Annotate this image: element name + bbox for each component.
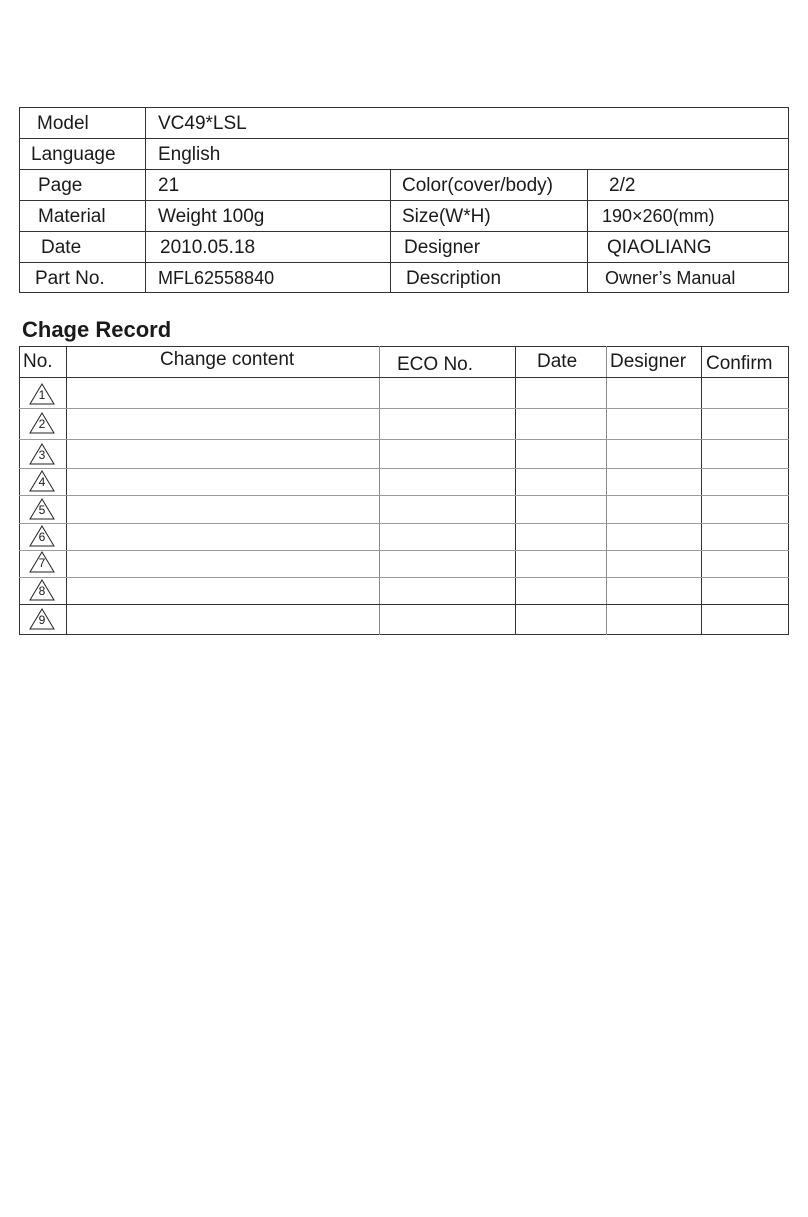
header-eco-no: ECO No. <box>397 354 474 375</box>
record-row-divider <box>19 439 789 440</box>
description-value: Owner’s Manual <box>605 268 736 288</box>
revision-triangle-icon <box>29 412 55 434</box>
partno-value: MFL62558840 <box>158 268 275 288</box>
record-row-divider <box>19 577 789 578</box>
revision-triangle-icon <box>29 498 55 520</box>
record-row-divider <box>19 408 789 409</box>
revision-number: 3 <box>38 448 46 462</box>
revision-triangle-icon <box>29 383 55 405</box>
revision-number: 8 <box>38 584 46 598</box>
revision-triangle-icon <box>29 443 55 465</box>
revision-number: 7 <box>38 556 46 570</box>
info-row-partno <box>19 262 789 294</box>
record-row-divider <box>19 523 789 524</box>
page-label: Page <box>38 175 83 196</box>
description-label: Description <box>406 268 502 289</box>
header-change-content: Change content <box>160 349 295 370</box>
change-record-table <box>19 346 789 635</box>
info-row-model <box>19 107 789 139</box>
partno-label: Part No. <box>35 268 105 289</box>
record-row-divider <box>19 468 789 469</box>
date-label: Date <box>41 237 82 258</box>
record-col-divider <box>701 346 702 635</box>
color-label: Color(cover/body) <box>402 175 553 196</box>
designer-label: Designer <box>404 237 481 258</box>
record-row-divider <box>19 604 789 605</box>
header-date: Date <box>537 351 578 372</box>
revision-triangle-icon <box>29 579 55 601</box>
info-divider-middle <box>390 169 391 293</box>
info-divider-label <box>145 107 146 293</box>
revision-number: 6 <box>38 530 46 544</box>
revision-number: 5 <box>38 503 46 517</box>
size-value: 190×260(mm) <box>602 206 715 226</box>
material-value: Weight 100g <box>158 206 265 227</box>
revision-number: 4 <box>38 475 46 489</box>
header-no: No. <box>23 351 53 372</box>
material-label: Material <box>38 206 106 227</box>
record-row-divider <box>19 495 789 496</box>
record-row-divider <box>19 550 789 551</box>
date-value: 2010.05.18 <box>160 237 256 258</box>
info-row-language <box>19 138 789 170</box>
record-col-divider <box>66 346 67 635</box>
revision-number: 9 <box>38 613 46 627</box>
revision-number: 2 <box>38 417 46 431</box>
revision-triangle-icon <box>29 470 55 492</box>
color-value: 2/2 <box>609 175 636 196</box>
model-label: Model <box>37 113 89 134</box>
header-confirm: Confirm <box>706 353 773 374</box>
revision-triangle-icon <box>29 608 55 630</box>
designer-value: QIAOLIANG <box>607 237 712 258</box>
record-table-border <box>19 346 789 635</box>
page-value: 21 <box>158 175 180 196</box>
record-col-divider <box>606 346 607 635</box>
language-label: Language <box>31 144 116 165</box>
info-row-date <box>19 231 789 263</box>
header-designer: Designer <box>610 351 687 372</box>
revision-number: 1 <box>38 388 46 402</box>
info-row-material <box>19 200 789 232</box>
change-record-title: Chage Record <box>22 317 172 342</box>
info-row-page <box>19 169 789 201</box>
revision-triangle-icon <box>29 551 55 573</box>
size-label: Size(W*H) <box>402 206 491 227</box>
revision-triangle-icon <box>29 525 55 547</box>
model-value: VC49*LSL <box>158 113 247 134</box>
record-col-divider <box>515 346 516 635</box>
document-info-table <box>19 107 789 293</box>
info-divider-right <box>587 169 588 293</box>
record-col-divider <box>379 346 380 635</box>
language-value: English <box>158 144 221 165</box>
